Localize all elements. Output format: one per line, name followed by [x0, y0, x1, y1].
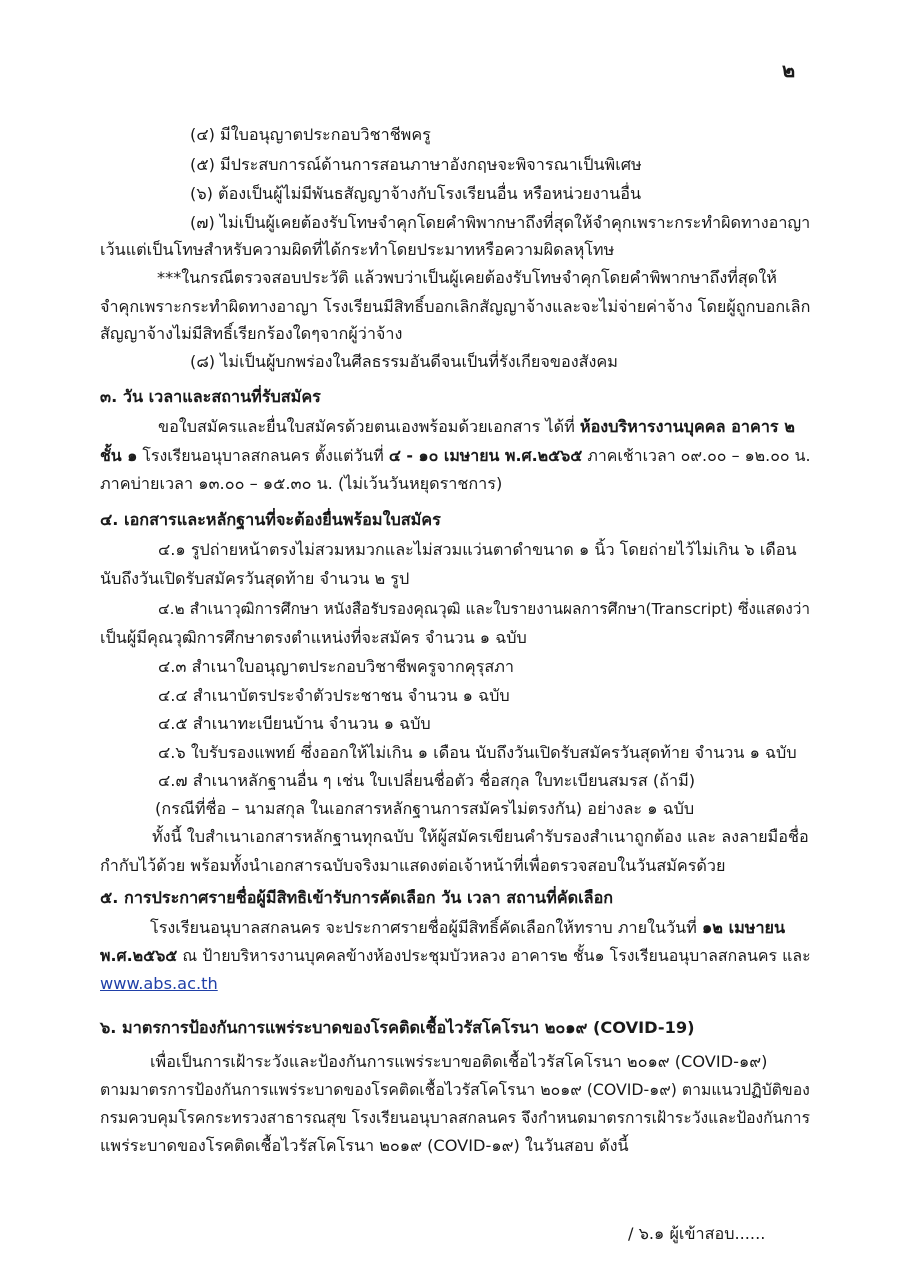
qualification-7: (๗) ไม่เป็นผู้เคยต้องรับโทษจำคุกโดยคำพิพากษาถึงที่สุดให้จำคุกเพราะกระทำผิดทางอาญา [190, 213, 811, 232]
section-3-heading: ๓. วัน เวลาและสถานที่รับสมัคร [100, 387, 321, 406]
note-line-3: สัญญาจ้างไม่มีสิทธิ์เรียกร้องใดๆจากผู้ว่าจ้าง [100, 324, 403, 343]
doc-note-1: ทั้งนี้ ใบสำเนาเอกสารหลักฐานทุกฉบับ ให้ผู้สมัครเขียนคำรับรองสำเนาถูกต้อง และ ลงลายมือชื่อ [152, 827, 809, 846]
section-5-heading: ๕. การประกาศรายชื่อผู้มีสิทธิเข้ารับการคัดเลือก วัน เวลา สถานที่คัดเลือก [100, 888, 614, 907]
section-5-line-2 [100, 944, 811, 968]
section-3-line-3: ภาคบ่ายเวลา ๑๓.๐๐ – ๑๕.๓๐ น. (ไม่เว้นวันหยุดราชการ) [100, 474, 503, 493]
doc-4-7: ๔.๗ สำเนาหลักฐานอื่น ๆ เช่น ใบเปลี่ยนชื่อตัว ชื่อสกุล ใบทะเบียนสมรส (ถ้ามี) [158, 771, 696, 790]
s5-text: โรงเรียนอนุบาลสกลนคร จะประกาศรายชื่อผู้มีสิทธิ์คัดเลือกให้ทราบ ภายในวันที่ [150, 918, 703, 937]
doc-4-6: ๔.๖ ใบรับรองแพทย์ ซึ่งออกให้ไม่เกิน ๑ เดือน นับถึงวันเปิดรับสมัครวันสุดท้าย จำนวน ๑ ฉบับ [158, 743, 797, 762]
doc-4-7-cont: (กรณีที่ชื่อ – นามสกุล ในเอกสารหลักฐานการสมัครไม่ตรงกัน) อย่างละ ๑ ฉบับ [155, 799, 695, 818]
note-line-1: ***ในกรณีตรวจสอบประวัติ แล้วพบว่าเป็นผู้เคยต้องรับโทษจำคุกโดยคำพิพากษาถึงที่สุดให้ [157, 268, 777, 287]
qualification-5: (๕) มีประสบการณ์ด้านการสอนภาษาอังกฤษจะพิจารณาเป็นพิเศษ [190, 155, 642, 174]
doc-note-2: กำกับไว้ด้วย พร้อมทั้งนำเอกสารฉบับจริงมาแสดงต่อเจ้าหน้าที่เพื่อตรวจสอบในวันสมัครด้วย [100, 856, 726, 875]
s3-dates: ๔ - ๑๐ เมษายน พ.ศ.๒๕๖๕ [388, 446, 583, 465]
s3-location: ห้องบริหารงานบุคคล อาคาร ๒ [579, 417, 795, 436]
qualification-7-cont: เว้นแต่เป็นโทษสำหรับความผิดที่ได้กระทำโดยประมาทหรือความผิดลหุโทษ [100, 240, 615, 259]
covid-line-1: เพื่อเป็นการเฝ้าระวังและป้องกันการแพร่ระบาขอติดเชื้อไวรัสโคโรนา ๒๐๑๙ (COVID-๑๙) [150, 1052, 768, 1071]
doc-4-2: ๔.๒ สำเนาวุฒิการศึกษา หนังสือรับรองคุณวุฒิ และใบรายงานผลการศึกษา(Transcript) ซึ่งแสดงว่า [158, 600, 811, 618]
doc-4-4: ๔.๔ สำเนาบัตรประจำตัวประชาชน จำนวน ๑ ฉบับ [158, 686, 510, 705]
s3-text-2: โรงเรียนอนุบาลสกลนคร ตั้งแต่วันที่ [137, 446, 389, 465]
qualification-8: (๘) ไม่เป็นผู้บกพร่องในศีลธรรมอันดีจนเป็นที่รังเกียจของสังคม [190, 352, 618, 371]
s5-text-2: ณ ป้ายบริหารงานบุคคลข้างห้องประชุมบัวหลวง อาคาร๒ ชั้น๑ โรงเรียนอนุบาลสกลนคร และ [177, 946, 811, 965]
section-4-heading: ๔. เอกสารและหลักฐานที่จะต้องยื่นพร้อมใบสมัคร [100, 510, 441, 529]
continuation-note: / ๖.๑ ผู้เข้าสอบ...... [628, 1224, 766, 1243]
page-number: ๒ [782, 58, 796, 82]
doc-4-1-cont: นับถึงวันเปิดรับสมัครวันสุดท้าย จำนวน ๒ รูป [100, 569, 410, 588]
covid-line-2: ตามมาตรการป้องกันการแพร่ระบาดของโรคติดเชื้อไวรัสโคโรนา ๒๐๑๙ (COVID-๑๙) ตามแนวปฏิบัติของ [100, 1080, 810, 1099]
covid-line-3: กรมควบคุมโรคกระทรวงสาธารณสุข โรงเรียนอนุบาลสกลนคร จึงกำหนดมาตรการเฝ้าระวังและป้องกันการ [100, 1108, 810, 1127]
doc-4-3: ๔.๓ สำเนาใบอนุญาตประกอบวิชาชีพครูจากคุรุสภา [158, 657, 514, 676]
section-6-heading: ๖. มาตรการป้องกันการแพร่ระบาดของโรคติดเชื้อไวรัสโคโรนา ๒๐๑๙ (COVID-19) [100, 1018, 695, 1037]
s3-text: ขอใบสมัครและยื่นใบสมัครด้วยตนเองพร้อมด้วยเอกสาร ได้ที่ [158, 417, 580, 436]
section-3-line-1 [158, 415, 795, 439]
qualification-6: (๖) ต้องเป็นผู้ไม่มีพันธสัญญาจ้างกับโรงเรียนอื่น หรือหน่วยงานอื่น [190, 184, 642, 203]
covid-line-4: แพร่ระบาดของโรคติดเชื้อไวรัสโคโรนา ๒๐๑๙ (COVID-๑๙) ในวันสอบ ดังนี้ [100, 1136, 629, 1155]
doc-4-2-cont: เป็นผู้มีคุณวุฒิการศึกษาตรงตำแหน่งที่จะสมัคร จำนวน ๑ ฉบับ [100, 628, 527, 647]
s3-morning-time: ภาคเช้าเวลา ๐๙.๐๐ – ๑๒.๐๐ น. [582, 446, 811, 465]
section-5-line-1 [150, 916, 785, 940]
section-3-line-2 [100, 444, 811, 468]
doc-4-1: ๔.๑ รูปถ่ายหน้าตรงไม่สวมหมวกและไม่สวมแว่นตาดำขนาด ๑ นิ้ว โดยถ่ายไว้ไม่เกิน ๖ เดือน [158, 540, 797, 559]
s5-date: ๑๒ เมษายน [702, 918, 786, 937]
website-link[interactable]: www.abs.ac.th [100, 974, 218, 993]
s5-year: พ.ศ.๒๕๖๕ [100, 946, 178, 965]
doc-4-5: ๔.๕ สำเนาทะเบียนบ้าน จำนวน ๑ ฉบับ [158, 714, 431, 733]
qualification-4: (๔) มีใบอนุญาตประกอบวิชาชีพครู [190, 125, 431, 144]
note-line-2: จำคุกเพราะกระทำผิดทางอาญา โรงเรียนมีสิทธิ์บอกเลิกสัญญาจ้างและจะไม่จ่ายค่าจ้าง โดยผู้ถูกบอกเลิก [100, 297, 811, 316]
s3-floor: ชั้น ๑ [100, 446, 138, 465]
